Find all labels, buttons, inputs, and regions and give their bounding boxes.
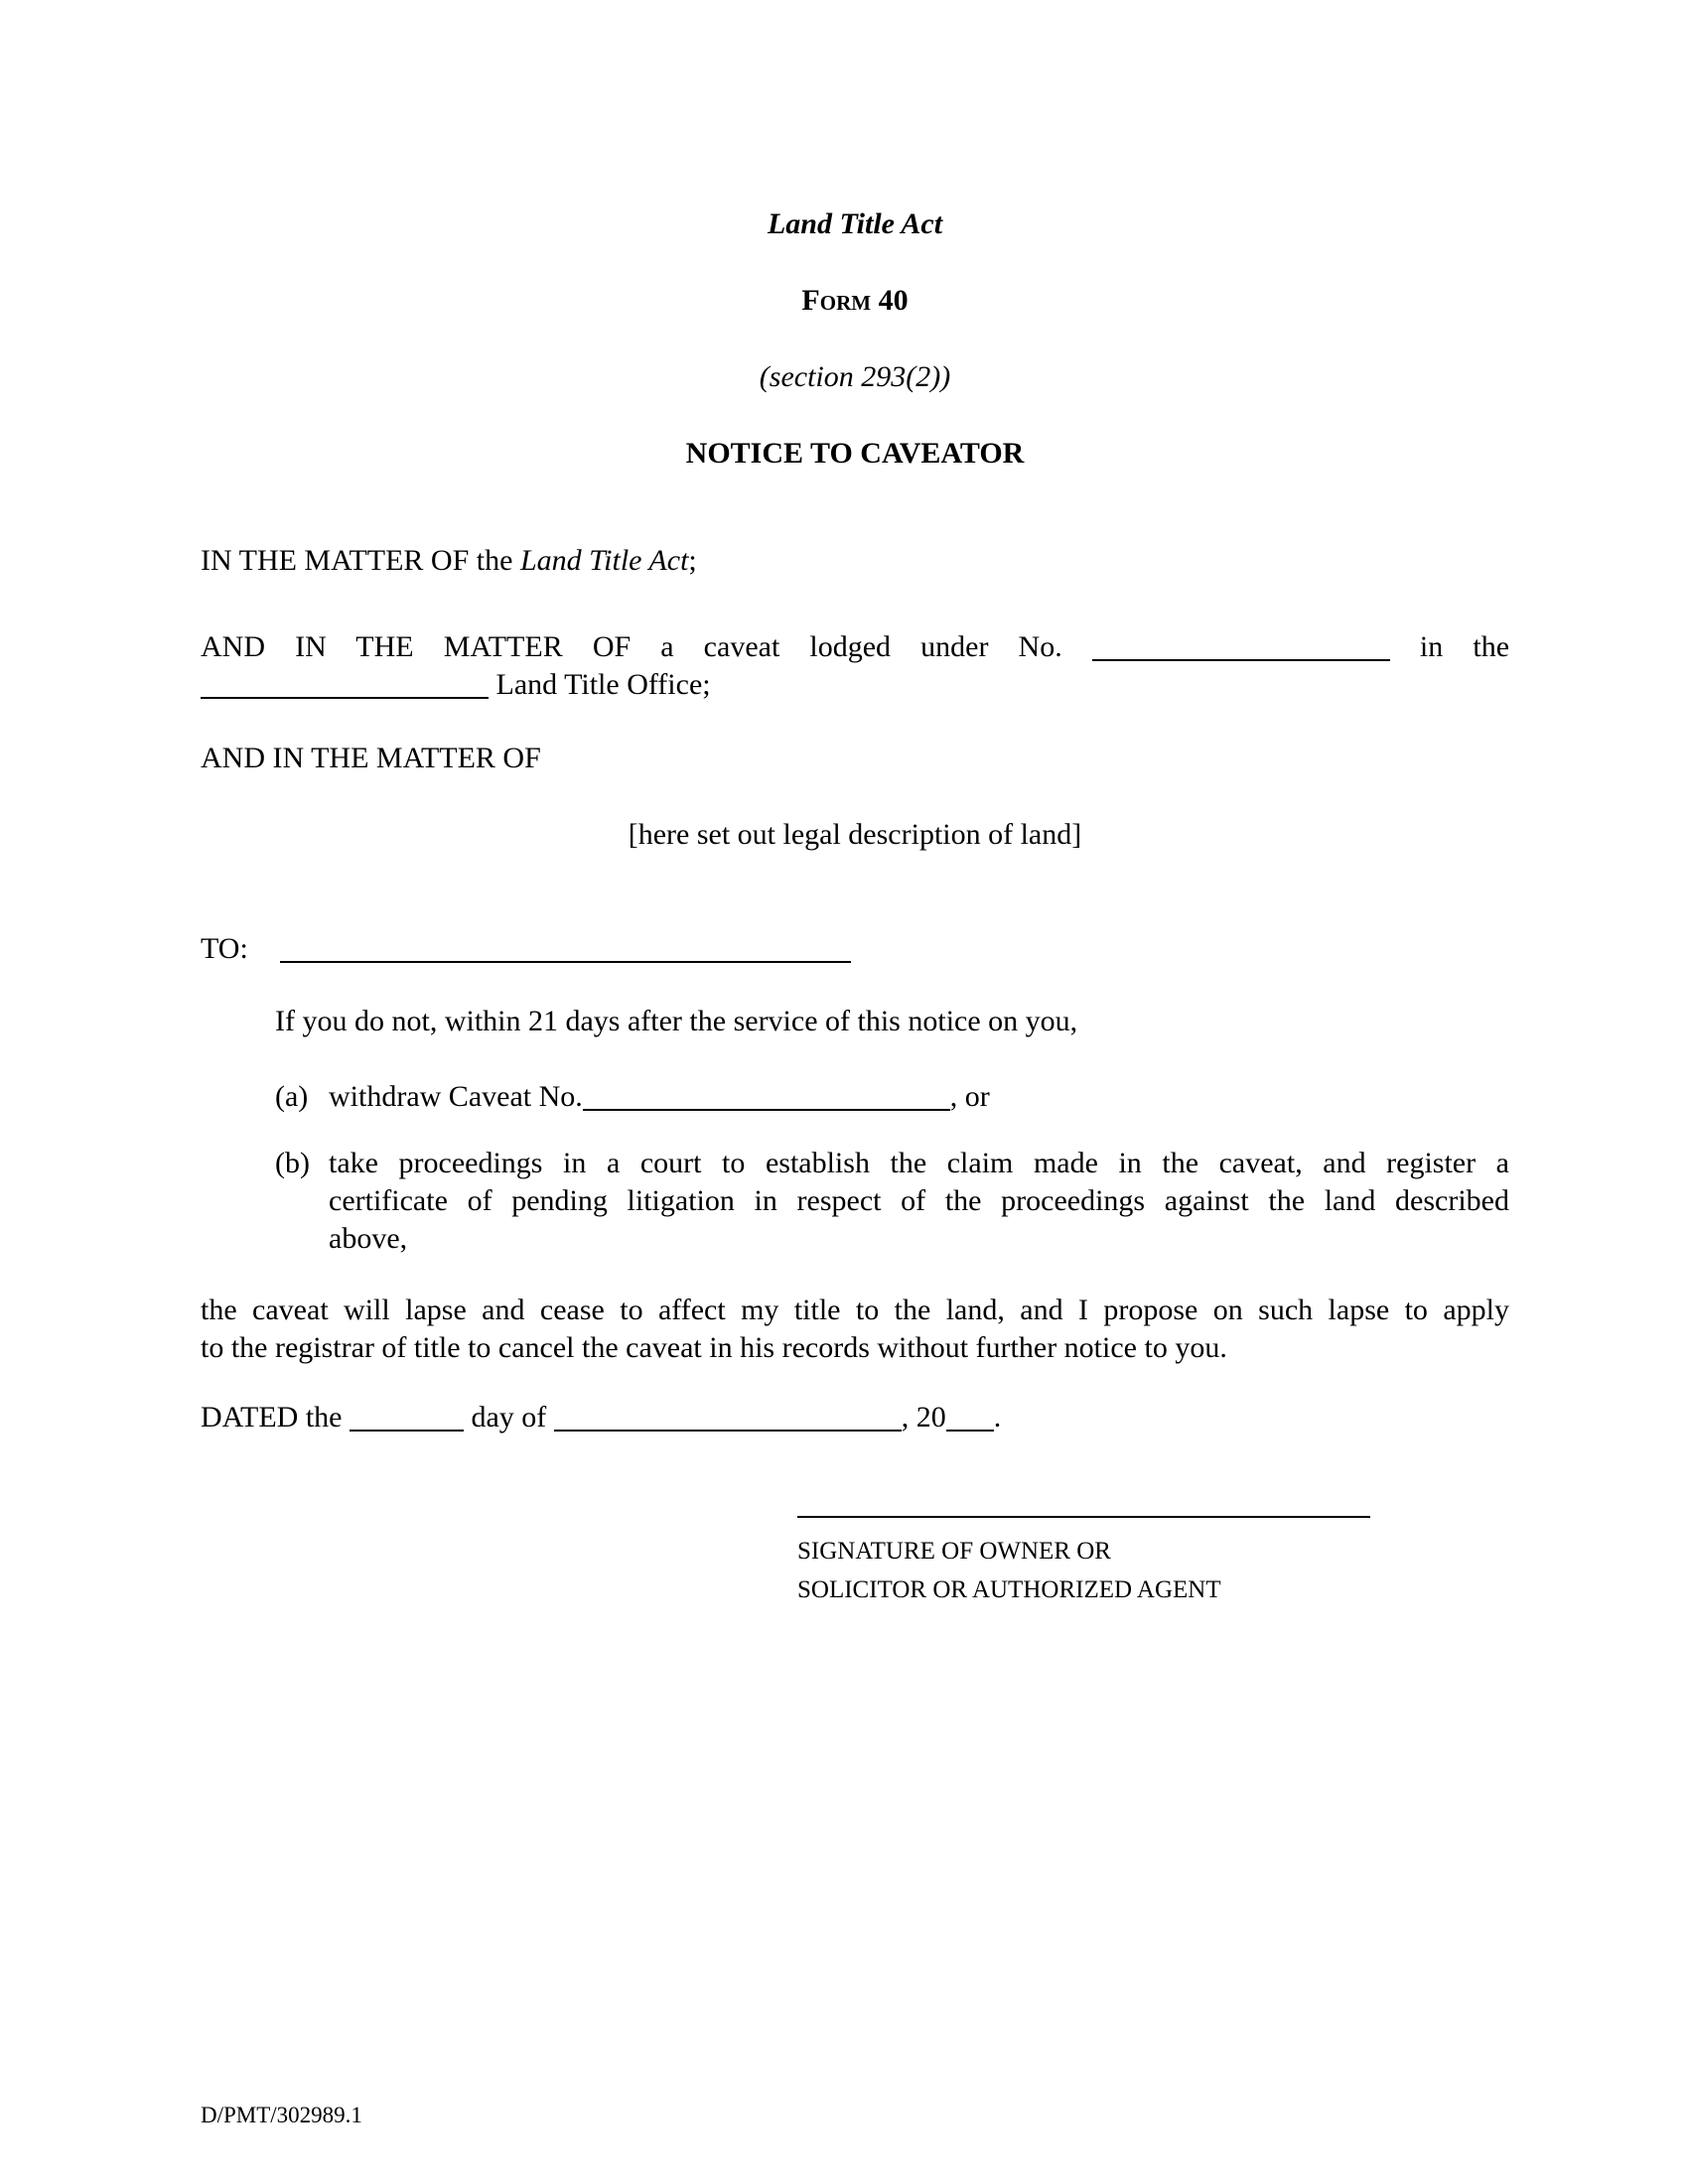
dated-line [201,1399,1509,1436]
dated-year-prefix: , 20 [901,1401,946,1433]
caveat-number-blank [1092,639,1390,661]
recital-act-suffix: ; [688,544,697,577]
consequence-line2: to the registrar of title to cancel the caveat in his records without further notice to you. [201,1331,1227,1364]
act-title: Land Title Act [767,207,943,240]
dated-day-connector: day of [471,1401,547,1433]
list-item-a [275,1078,1509,1116]
recital-office-text: Land Title Office; [495,668,711,701]
item-b-line3: above, [329,1222,408,1255]
signature-caption-line2: SOLICITOR OR AUTHORIZED AGENT [797,1576,1221,1603]
item-a-tail: , or [949,1080,990,1113]
item-a-marker: (a) [275,1080,309,1113]
recital-caveat-line2 [201,666,1509,704]
dated-period: . [993,1401,1002,1433]
addressee-blank [280,941,851,963]
dated-prefix: DATED the [201,1401,343,1433]
consequence-line1: the caveat will lapse and cease to affect my title to the land, and I propose on such lapse to apply [201,1294,1509,1326]
signature-block [797,1516,1373,1609]
signature-rule [797,1516,1370,1518]
document-content [201,205,1509,1609]
recital-matter-of-act [201,542,1509,580]
section-reference: (section 293(2)) [759,360,951,393]
recital-caveat-tail: in the [1419,630,1510,663]
signature-caption [797,1532,1373,1609]
form-number: Form 40 [801,284,909,317]
year-blank [946,1410,994,1432]
recital-act-name: Land Title Act [519,544,689,577]
withdraw-caveat-number-blank [583,1089,950,1111]
notice-condition-intro: If you do not, within 21 days after the service of this notice on you, [275,1005,1078,1037]
item-b-line2: certificate of pending litigation in respect of the proceedings against the land described [329,1184,1509,1217]
recital-matter-of-caveat [201,628,1509,704]
recital-matter-of-land: AND IN THE MATTER OF [201,742,541,774]
legal-description-placeholder: [here set out legal description of land] [628,818,1082,851]
to-line [201,930,1509,968]
item-b-marker: (b) [275,1147,310,1179]
doc-reference-footer: D/PMT/302989.1 [201,2103,362,2127]
month-blank [554,1410,902,1432]
list-item-b [275,1145,1509,1258]
recital-act-prefix: IN THE MATTER OF the [201,544,520,577]
item-b-line1: take proceedings in a court to establish the claim made in the caveat, and register a [329,1147,1509,1179]
to-label: TO: [201,932,248,965]
signature-caption-line1: SIGNATURE OF OWNER OR [797,1538,1111,1565]
recital-caveat-text: AND IN THE MATTER OF a caveat lodged under No. [201,630,1062,663]
notice-title: NOTICE TO CAVEATOR [685,437,1025,470]
lapse-consequence-paragraph [201,1292,1509,1367]
land-title-office-blank [201,677,489,699]
day-blank [350,1410,464,1432]
recital-caveat-line1 [201,628,1509,666]
item-a-text: withdraw Caveat No. [329,1080,583,1113]
